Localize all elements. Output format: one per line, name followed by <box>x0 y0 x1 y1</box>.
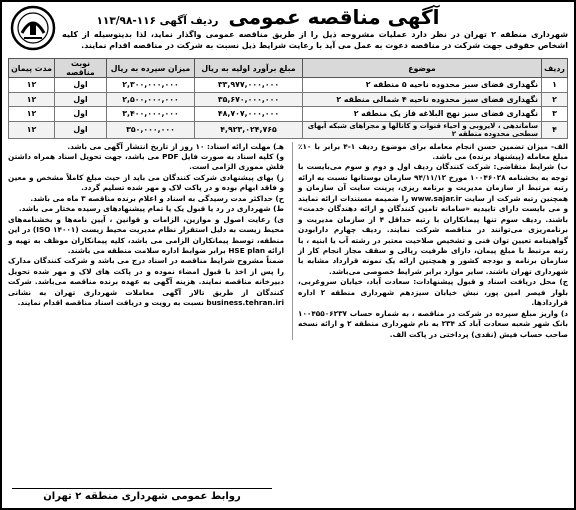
cell-round: اول <box>55 78 107 93</box>
cell-deposit: ۳,۴۰۰,۰۰۰,۰۰۰ <box>107 107 195 122</box>
conditions-left-column <box>8 142 284 341</box>
condition-price-offer: ز) بهای پیشنهادی شرکت کنندگان می باید از حیث مبلغ کاملاً مشخص و معین و فاقد ابهام بوده و در پاکت لاک و مهر شده تسلیم گردد. <box>8 172 284 193</box>
public-relations-footer: روابط عمومی شهرداری منطقه ۲ تهران <box>12 488 272 502</box>
notice-intro: شهرداری منطقه ۲ تهران در نظر دارد عملیات مشروحه ذیل را از طریق مناقصه عمومی واگذار نماید، لذا بدینوسیله از کلیه اشخاص حقوقی جهت شرکت در مناقصه دعوت به عمل می آید با رعایت شرایط ذیل نسبت به شرکت در مناقصه اقدام نمایند. <box>62 30 569 50</box>
cell-duration: ۱۲ <box>9 78 55 93</box>
col-header-estimate: مبلغ برآورد اولیه به ریال <box>195 59 303 78</box>
condition-pdf-documents: و) کلیه اسناد به صورت فایل PDF می باشد، جهت تحویل اسناد همراه داشتن فلش مموری الزامی است. <box>8 151 284 172</box>
cell-deposit: ۲,۵۰۰,۰۰۰,۰۰۰ <box>107 92 195 107</box>
notice-row-number: ردیف آگهی ۱۱۶-۱۱۳/۹۸ <box>96 15 219 27</box>
cell-estimate: ۳۵,۶۷۰,۰۰۰,۰۰۰ <box>195 92 303 107</box>
conditions-right-column <box>292 142 568 341</box>
cell-row-no: ۱ <box>542 78 568 93</box>
cell-deposit: ۳۵۰,۰۰۰,۰۰۰ <box>107 121 195 138</box>
cell-duration: ۱۲ <box>9 121 55 138</box>
cell-estimate: ۴,۹۲۳,۰۲۴,۷۶۵ <box>195 121 303 138</box>
cell-subject: ساماندهی ، لایروبی و احیاء قنوات و کانالها و مجراهای شبکه آبهای سطحی محدوده منطقه ۲ <box>303 121 542 138</box>
cell-deposit: ۲,۳۰۰,۰۰۰,۰۰۰ <box>107 78 195 93</box>
col-header-subject: موضوع <box>303 59 542 78</box>
table-row <box>9 78 568 93</box>
col-header-deposit: میزان سپرده به ریال <box>107 59 195 78</box>
cell-estimate: ۳۳,۹۷۷,۰۰۰,۰۰۰ <box>195 78 303 93</box>
table-row <box>9 121 568 138</box>
cell-subject: نگهداری فضای سبز محدوده ناحیه ۵ منطقه ۲ <box>303 78 542 93</box>
cell-subject: نگهداری فضای سبز نهج البلاغه فاز یک منطقه ۲ <box>303 107 542 122</box>
cell-row-no: ۲ <box>542 92 568 107</box>
cell-duration: ۱۲ <box>9 92 55 107</box>
condition-guarantee: الف- میزان تضمین حسن انجام معامله برای موضوع ردیف ۱-۴ برابر با ۱۰٪ مبلغ معامله (پیشنهاد برنده) می باشد. <box>297 141 568 161</box>
condition-deadline: هـ) مهلت ارائه اسناد: ۱۰ روز از تاریخ انتشار آگهی می باشد. <box>67 141 284 151</box>
cell-subject: نگهداری فضای سبز محدوده ناحیه ۴ شمالی منطقه ۲ <box>303 92 542 107</box>
table-header-row <box>9 59 568 78</box>
cell-estimate: ۴۸,۷۰۷,۰۰۰,۰۰۰ <box>195 107 303 122</box>
tehran-municipality-logo-icon <box>10 5 56 51</box>
notice-title: آگهی مناقصه عمومی <box>228 5 440 29</box>
cell-round: اول <box>55 107 107 122</box>
col-header-duration: مدت پیمان <box>9 59 55 78</box>
cell-round: اول <box>55 92 107 107</box>
table-row <box>9 92 568 107</box>
condition-document-location: ج) محل دریافت اسناد و قبول پیشنهادات: سعادت آباد، خیابان سروغربی، بلوار فیصر امین پور، نبش خیابان سیزدهم شهرداری منطقه ۲ اداره قراردادها. <box>297 277 568 308</box>
condition-deposit-payment: د) واریز مبلغ سپرده در شرکت در مناقصه ، به شماره حساب ۱۰۰۴۵۵۰۶۲۳۷ بانک شهر شعبه سعادت آباد کد ۲۳۴ به نام شهرداری منطقه ۲ و ارائه نسخه صاحب حساب فیش (نقدی) پرداختی در پاکت الف. <box>297 308 569 339</box>
cell-row-no: ۴ <box>542 121 568 138</box>
condition-review-period: ح) حداکثر مدت رسیدگی به اسناد و اعلام برنده مناقصه ۳ ماه می باشد. <box>30 193 284 203</box>
condition-general-notes: ضمناً مشروح شرایط مناقصه در اسناد درج می باشد و شرکت کنندگان مدارک را پس از اخذ با قبول امضاء نموده و در پاکت های لاک و مهر شده تحویل دبیرخانه مناقصه نمایند. هزینه آگهی به عهده برنده مناقصه می‌باشد. شرکت کنندگان از طریق تالار آگهی معاملات شهرداری تهران به نشانی business.tehran.iri نسبت به رویت و دریافت اسناد مناقصه اقدام نمایند. <box>8 256 284 308</box>
table-row <box>9 107 568 122</box>
cell-round: اول <box>55 121 107 138</box>
condition-rejection-right: ط) شهرداری در رد یا قبول یک یا تمام پیشنهادهای رسیده مختار می باشد. <box>18 204 284 214</box>
condition-applicant-requirements: ب) شرایط متقاضی: شرکت کنندگان ردیف اول و دوم و سوم می‌بایست با توجه به بخشنامه ۱۰۰۴۶۰۲۸ مورخ ۹۴/۱۱/۱۲ سازمان بوستانها نسبت به ارائه رتبه مرتبط از سازمان مدیریت و برنامه ریزی، پرینت سایت آن سازمان و همچنین رتبه شرکت از سایت www.sajar.ir را ضمیمه مستندات ارائه نمایند و می بایست دارای تاییدیه «سامانه تامین کنندگان و ارائه دهندگان خدمت» باشند. ردیف سوم تنها پیمانکاران با رتبه حداقل ۴ از سازمان مدیریت و برنامه‌ریزی می‌توانند در مناقصه شرکت نمایند. ردیف چهارم دارابودن گواهینامه تعیین توان فنی و تشخیص صلاحیت معتبر در رشته آب یا ابنیه ، با رتبه مرتبط با مبلغ پیمان، دارای ظرفیت ریالی و سقف مجاز انجام کار از سازمان برنامه و بودجه کشور و همچنین ارائه یک نمونه قرارداد مشابه با شهرداری تهران باشند. سایر موارد برابر شرایط خصوصی می‌باشد. <box>297 162 569 276</box>
col-header-row-no: ردیف <box>542 59 568 78</box>
col-header-round: نوبت مناقصه <box>55 59 107 78</box>
cell-row-no: ۳ <box>542 107 568 122</box>
cell-duration: ۱۲ <box>9 107 55 122</box>
tenders-table <box>8 58 568 139</box>
condition-environment: ی) رعایت اصول و موازین، الزامات و قوانین ، آیین نامه‌ها و بخشنامه‌های محیط زیست به دلیل استقرار نظام مدیریت محیط زیست (ISO ۱۴۰۰۱) در این منطقه، توسط پیمانکاران الزامی می باشد، کلیه پیمانکاران موظف به تهیه و ارائه HSE plan برابر ضوابط اداره سلامت منطقه می باشند. <box>8 214 285 256</box>
notice-header <box>8 5 568 57</box>
conditions-section <box>8 142 568 341</box>
